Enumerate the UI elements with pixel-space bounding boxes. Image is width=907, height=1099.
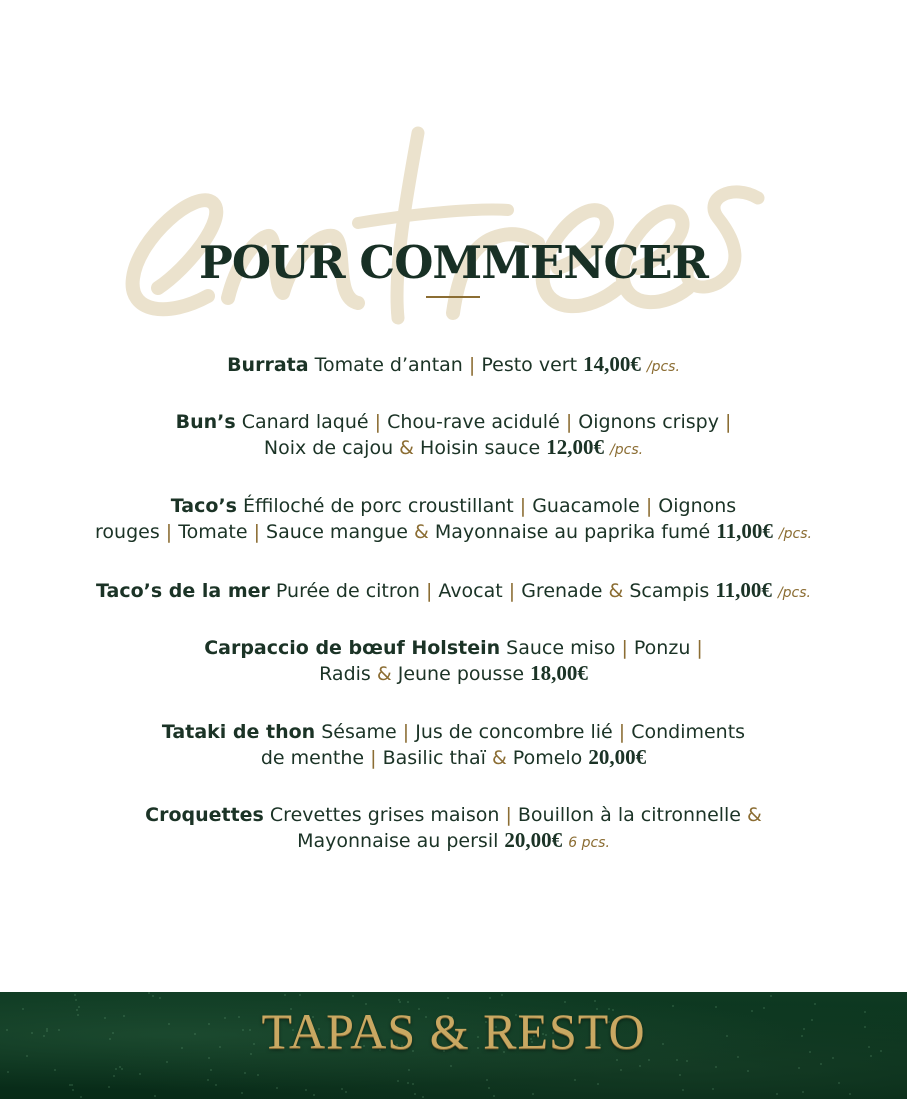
texture-speck: [574, 1079, 576, 1081]
texture-speck: [408, 1069, 410, 1071]
menu-item-line: [0, 494, 907, 519]
texture-speck: [798, 1067, 800, 1069]
dish-description: de menthe: [260, 747, 371, 769]
texture-speck: [139, 1073, 141, 1075]
dish-description: Ponzu: [627, 637, 697, 659]
ampersand: &: [491, 747, 507, 769]
separator: |: [165, 521, 173, 543]
menu-item-line: [0, 720, 907, 745]
menu-item: [0, 352, 907, 380]
texture-speck: [341, 1088, 343, 1090]
texture-speck: [802, 1091, 804, 1093]
separator: |: [519, 495, 527, 517]
price: 14,00€: [583, 352, 641, 376]
menu-item-line: [0, 578, 907, 606]
separator: |: [696, 637, 703, 659]
texture-speck: [215, 1084, 217, 1086]
separator: |: [425, 580, 433, 602]
dish-description: Grenade: [515, 580, 609, 602]
separator: |: [374, 411, 382, 433]
brand-name: TAPAS & RESTO: [261, 1003, 646, 1059]
texture-speck: [501, 994, 503, 996]
ampersand: &: [413, 521, 429, 543]
texture-speck: [486, 1079, 488, 1081]
dish-description: Scampis: [623, 580, 716, 602]
texture-speck: [276, 1087, 278, 1089]
price: 18,00€: [530, 661, 588, 685]
separator: |: [618, 721, 626, 743]
texture-speck: [148, 992, 150, 994]
texture-speck: [113, 1075, 115, 1077]
price: 11,00€: [715, 578, 772, 602]
separator: |: [505, 804, 512, 826]
price: 12,00€: [546, 435, 604, 459]
menu-item: [0, 410, 907, 463]
title-underline: [426, 296, 480, 298]
separator: |: [724, 411, 732, 433]
texture-speck: [80, 1096, 82, 1098]
ampersand: &: [376, 663, 392, 685]
price-unit: /pcs.: [646, 359, 680, 375]
separator: |: [402, 721, 410, 743]
footer-banner: [0, 992, 907, 1099]
dish-name: Tataki de thon: [161, 721, 316, 743]
texture-speck: [257, 1074, 259, 1076]
texture-speck: [770, 995, 772, 997]
price-unit: /pcs.: [610, 442, 644, 458]
separator: |: [468, 354, 476, 376]
dish-description: Guacamole: [526, 495, 646, 517]
price: 20,00€: [588, 745, 647, 769]
dish-description: Basilic thaï: [376, 747, 492, 769]
ampersand: &: [608, 580, 624, 602]
separator: |: [621, 637, 628, 659]
texture-speck: [407, 1082, 409, 1084]
dish-name: Taco’s de la mer: [95, 580, 270, 602]
texture-speck: [849, 1093, 851, 1095]
dish-description: Oignons crispy: [572, 411, 725, 433]
texture-speck: [686, 1060, 688, 1062]
dish-description: Pesto vert: [475, 354, 584, 376]
dish-name: Taco’s: [170, 495, 237, 517]
script-entrees-decoration: [118, 118, 768, 348]
separator: |: [508, 580, 516, 602]
menu-item-line: [0, 745, 907, 771]
texture-speck: [75, 999, 77, 1001]
menu-item-line: [0, 828, 907, 856]
menu-item: [0, 803, 907, 856]
dish-description: Crevettes grises maison: [263, 804, 506, 826]
dish-description: Radis: [319, 663, 377, 685]
dish-description: Pomelo: [506, 747, 589, 769]
dish-name: Burrata: [227, 354, 309, 376]
texture-speck: [488, 1087, 490, 1089]
texture-speck: [121, 1068, 123, 1070]
texture-speck: [7, 1071, 9, 1073]
texture-speck: [345, 1091, 347, 1093]
texture-speck: [776, 1093, 778, 1095]
dish-description: Mayonnaise au persil: [297, 830, 505, 852]
texture-speck: [115, 1068, 117, 1070]
texture-speck: [397, 1080, 399, 1082]
price-unit: 6 pcs.: [568, 835, 610, 851]
dish-description: Purée de citron: [269, 580, 426, 602]
dish-description: Chou-rave acidulé: [381, 411, 566, 433]
dish-description: Bouillon à la citronnelle: [511, 804, 748, 826]
texture-speck: [422, 1096, 424, 1098]
dish-description: Sésame: [315, 721, 403, 743]
texture-speck: [489, 997, 491, 999]
menu-item-line: [0, 435, 907, 463]
menu-item-line: [0, 661, 907, 687]
texture-speck: [682, 1089, 684, 1091]
ampersand: &: [747, 804, 762, 826]
texture-speck: [412, 1083, 414, 1085]
dish-name: Croquettes: [145, 804, 264, 826]
separator: |: [565, 411, 573, 433]
price-unit: /pcs.: [777, 585, 811, 601]
texture-speck: [159, 997, 161, 999]
menu-item: [0, 720, 907, 771]
dish-description: Hoisin sauce: [414, 437, 547, 459]
price-unit: /pcs.: [778, 526, 812, 542]
dish-name: Bun’s: [175, 411, 236, 433]
texture-speck: [313, 1094, 315, 1096]
texture-speck: [820, 1063, 822, 1065]
dish-description: Noix de cajou: [263, 437, 400, 459]
texture-speck: [352, 995, 354, 997]
texture-speck: [74, 994, 76, 996]
dish-description: Oignons: [652, 495, 737, 517]
texture-speck: [620, 1069, 622, 1071]
dish-description: Éffiloché de porc croustillant: [236, 495, 520, 517]
dish-description: Canard laqué: [235, 411, 375, 433]
menu-item-line: [0, 352, 907, 380]
texture-speck: [244, 1072, 246, 1074]
texture-speck: [838, 1082, 840, 1084]
texture-speck: [450, 1065, 452, 1067]
page-title: POUR COMMENCER: [199, 236, 708, 289]
separator: |: [645, 495, 653, 517]
texture-speck: [715, 1066, 717, 1068]
dish-name: Carpaccio de bœuf Holstein: [204, 637, 501, 659]
texture-speck: [210, 1069, 212, 1071]
separator: |: [253, 521, 260, 543]
texture-speck: [305, 1089, 307, 1091]
dish-description: Jeune pousse: [391, 663, 531, 685]
dish-description: Jus de concombre lié: [409, 721, 619, 743]
texture-speck: [532, 1093, 534, 1095]
dish-description: Condiments: [625, 721, 746, 743]
dish-description: Mayonnaise au paprika fumé: [428, 521, 717, 543]
texture-speck: [597, 1083, 599, 1085]
menu-item: [0, 578, 907, 606]
texture-speck: [207, 1079, 209, 1081]
texture-speck: [72, 1089, 74, 1091]
texture-speck: [447, 997, 449, 999]
texture-speck: [154, 1095, 156, 1097]
menu-item-line: [0, 410, 907, 435]
menu-item: [0, 494, 907, 547]
texture-speck: [299, 994, 301, 996]
dish-description: Sauce miso: [500, 637, 622, 659]
menu-item-line: [0, 519, 907, 547]
texture-speck: [639, 1065, 641, 1067]
separator: |: [370, 747, 377, 769]
price: 20,00€: [504, 828, 563, 852]
texture-speck: [152, 995, 154, 997]
dish-description: Tomate d’antan: [308, 354, 469, 376]
texture-speck: [284, 994, 286, 996]
dish-description: Tomate: [172, 521, 254, 543]
texture-speck: [414, 1093, 416, 1095]
texture-speck: [712, 1088, 714, 1090]
dish-description: Sauce mangue: [259, 521, 414, 543]
menu-item: [0, 636, 907, 687]
texture-speck: [241, 1092, 243, 1094]
dish-description: Avocat: [432, 580, 509, 602]
texture-speck: [679, 1074, 681, 1076]
texture-speck: [166, 1061, 168, 1063]
texture-speck: [398, 999, 400, 1001]
menu-item-line: [0, 636, 907, 661]
price: 11,00€: [716, 519, 773, 543]
dish-description: rouges: [95, 521, 166, 543]
texture-speck: [747, 1070, 749, 1072]
ampersand: &: [399, 437, 414, 459]
texture-speck: [108, 1086, 110, 1088]
texture-speck: [54, 1069, 56, 1071]
texture-speck: [71, 1084, 73, 1086]
texture-speck: [493, 1095, 495, 1097]
menu-item-line: [0, 803, 907, 828]
